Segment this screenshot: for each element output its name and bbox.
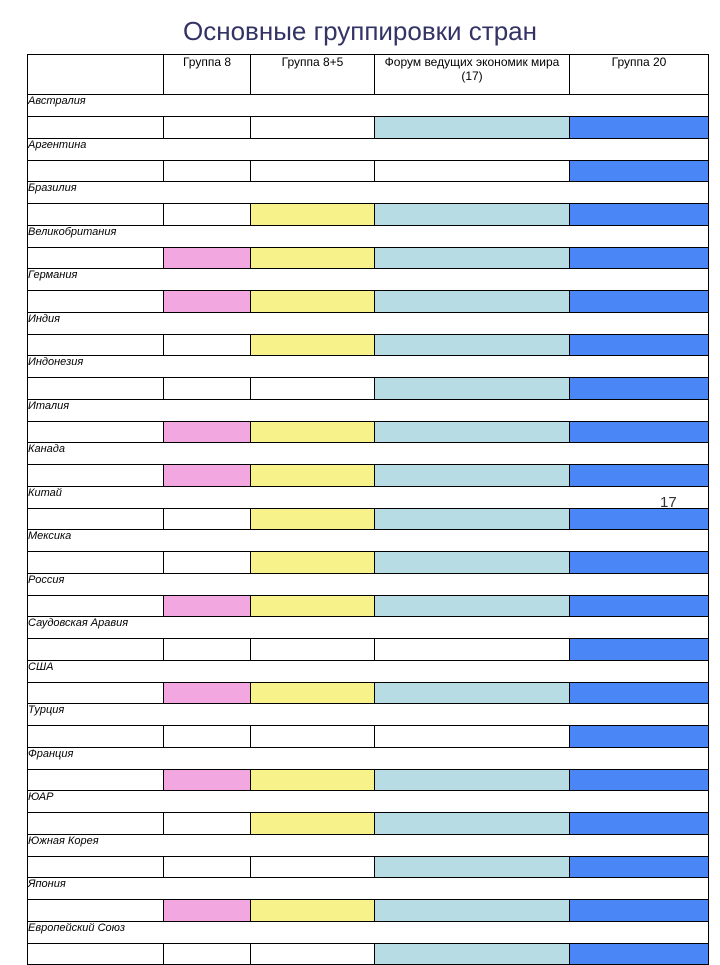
row-spacer-cell (28, 117, 164, 139)
row-spacer-cell (28, 595, 164, 617)
membership-cell-g8 (164, 204, 251, 226)
country-name: Индонезия (28, 356, 709, 378)
row-spacer-cell (28, 465, 164, 487)
table-header-row (28, 55, 709, 95)
row-spacer-cell (28, 726, 164, 748)
country-name: ЮАР (28, 791, 709, 813)
row-spacer-cell (28, 943, 164, 965)
membership-cell-forum17 (375, 334, 570, 356)
country-name: Китай (28, 486, 709, 508)
membership-row (28, 421, 709, 443)
membership-cell-forum17 (375, 813, 570, 835)
table-row (28, 834, 709, 856)
membership-row (28, 160, 709, 182)
table-row (28, 617, 709, 639)
membership-cell-g8 (164, 943, 251, 965)
table-row (28, 660, 709, 682)
page-number: 17 (660, 494, 677, 511)
country-name: Европейский Союз (28, 921, 709, 943)
membership-cell-g20 (570, 900, 709, 922)
membership-cell-forum17 (375, 421, 570, 443)
header-forum17: Форум ведущих экономик мира (17) (375, 55, 570, 95)
membership-cell-g8plus5 (251, 769, 375, 791)
table-row (28, 573, 709, 595)
row-spacer-cell (28, 813, 164, 835)
membership-cell-forum17 (375, 900, 570, 922)
row-spacer-cell (28, 769, 164, 791)
table-row (28, 269, 709, 291)
country-name: Индия (28, 312, 709, 334)
membership-cell-g8 (164, 726, 251, 748)
country-name: США (28, 660, 709, 682)
membership-row (28, 726, 709, 748)
membership-cell-g8 (164, 856, 251, 878)
country-name: Германия (28, 269, 709, 291)
membership-cell-g8 (164, 160, 251, 182)
membership-cell-g20 (570, 813, 709, 835)
country-name: Канада (28, 443, 709, 465)
table-row (28, 530, 709, 552)
membership-cell-g20 (570, 552, 709, 574)
table-row (28, 182, 709, 204)
membership-cell-forum17 (375, 247, 570, 269)
membership-cell-g8plus5 (251, 813, 375, 835)
country-groupings-table (27, 54, 709, 965)
membership-row (28, 378, 709, 400)
page-title: Основные группировки стран (183, 16, 537, 46)
country-name: Россия (28, 573, 709, 595)
membership-cell-g20 (570, 726, 709, 748)
header-g8: Группа 8 (164, 55, 251, 95)
membership-cell-g20 (570, 247, 709, 269)
row-spacer-cell (28, 247, 164, 269)
country-name: Мексика (28, 530, 709, 552)
row-spacer-cell (28, 378, 164, 400)
membership-cell-forum17 (375, 769, 570, 791)
membership-row (28, 334, 709, 356)
membership-cell-g8 (164, 900, 251, 922)
country-name: Великобритания (28, 225, 709, 247)
membership-cell-g8plus5 (251, 378, 375, 400)
membership-cell-g20 (570, 508, 709, 530)
header-blank (28, 55, 164, 95)
membership-row (28, 682, 709, 704)
membership-row (28, 117, 709, 139)
row-spacer-cell (28, 160, 164, 182)
row-spacer-cell (28, 639, 164, 661)
table-row (28, 747, 709, 769)
membership-cell-g8plus5 (251, 334, 375, 356)
table-body (28, 95, 709, 965)
membership-cell-g8plus5 (251, 900, 375, 922)
membership-cell-g8 (164, 421, 251, 443)
membership-cell-g8 (164, 769, 251, 791)
row-spacer-cell (28, 204, 164, 226)
membership-cell-g8plus5 (251, 291, 375, 313)
table-row (28, 878, 709, 900)
membership-cell-g20 (570, 465, 709, 487)
membership-cell-forum17 (375, 552, 570, 574)
membership-cell-g8plus5 (251, 204, 375, 226)
table-row (28, 399, 709, 421)
membership-cell-g20 (570, 421, 709, 443)
table-row (28, 704, 709, 726)
country-name: Аргентина (28, 138, 709, 160)
membership-row (28, 204, 709, 226)
membership-cell-forum17 (375, 117, 570, 139)
membership-cell-forum17 (375, 291, 570, 313)
membership-cell-g20 (570, 639, 709, 661)
row-spacer-cell (28, 334, 164, 356)
membership-row (28, 552, 709, 574)
row-spacer-cell (28, 421, 164, 443)
membership-row (28, 856, 709, 878)
membership-cell-g20 (570, 334, 709, 356)
membership-row (28, 900, 709, 922)
table-row (28, 312, 709, 334)
membership-row (28, 595, 709, 617)
membership-cell-g8plus5 (251, 639, 375, 661)
table-row (28, 921, 709, 943)
membership-cell-g8 (164, 639, 251, 661)
membership-row (28, 943, 709, 965)
table-row (28, 138, 709, 160)
membership-cell-forum17 (375, 465, 570, 487)
membership-cell-forum17 (375, 726, 570, 748)
country-name: Япония (28, 878, 709, 900)
membership-cell-g20 (570, 682, 709, 704)
row-spacer-cell (28, 291, 164, 313)
membership-row (28, 465, 709, 487)
membership-cell-g20 (570, 378, 709, 400)
membership-row (28, 508, 709, 530)
membership-cell-g8plus5 (251, 421, 375, 443)
membership-cell-forum17 (375, 639, 570, 661)
membership-cell-forum17 (375, 856, 570, 878)
table-row (28, 443, 709, 465)
membership-cell-g20 (570, 204, 709, 226)
membership-cell-g8plus5 (251, 943, 375, 965)
membership-row (28, 639, 709, 661)
country-name: Турция (28, 704, 709, 726)
membership-cell-g8plus5 (251, 595, 375, 617)
membership-cell-g8 (164, 552, 251, 574)
country-name: Бразилия (28, 182, 709, 204)
table-row (28, 225, 709, 247)
membership-cell-g8 (164, 378, 251, 400)
membership-cell-g8plus5 (251, 856, 375, 878)
membership-cell-g8 (164, 334, 251, 356)
membership-cell-forum17 (375, 595, 570, 617)
membership-cell-g8plus5 (251, 726, 375, 748)
header-g8plus5: Группа 8+5 (251, 55, 375, 95)
membership-cell-g20 (570, 595, 709, 617)
membership-cell-g8plus5 (251, 682, 375, 704)
membership-cell-g8 (164, 291, 251, 313)
membership-cell-forum17 (375, 508, 570, 530)
membership-cell-g8 (164, 595, 251, 617)
header-g20: Группа 20 (570, 55, 709, 95)
membership-row (28, 247, 709, 269)
membership-row (28, 813, 709, 835)
membership-cell-g20 (570, 117, 709, 139)
country-name: Саудовская Аравия (28, 617, 709, 639)
membership-cell-g20 (570, 856, 709, 878)
membership-cell-g8plus5 (251, 117, 375, 139)
membership-cell-g20 (570, 943, 709, 965)
row-spacer-cell (28, 682, 164, 704)
membership-cell-forum17 (375, 160, 570, 182)
membership-cell-g8 (164, 465, 251, 487)
membership-row (28, 769, 709, 791)
membership-cell-forum17 (375, 943, 570, 965)
table-row (28, 791, 709, 813)
membership-cell-forum17 (375, 378, 570, 400)
membership-cell-g8 (164, 508, 251, 530)
membership-cell-g8 (164, 117, 251, 139)
country-name: Франция (28, 747, 709, 769)
country-name: Австралия (28, 95, 709, 117)
row-spacer-cell (28, 552, 164, 574)
row-spacer-cell (28, 856, 164, 878)
membership-cell-g8 (164, 682, 251, 704)
membership-cell-forum17 (375, 204, 570, 226)
row-spacer-cell (28, 900, 164, 922)
membership-cell-forum17 (375, 682, 570, 704)
table-row (28, 95, 709, 117)
table-row (28, 486, 709, 508)
membership-cell-g8plus5 (251, 160, 375, 182)
membership-cell-g20 (570, 769, 709, 791)
membership-cell-g8 (164, 247, 251, 269)
membership-cell-g8plus5 (251, 508, 375, 530)
table-row (28, 356, 709, 378)
row-spacer-cell (28, 508, 164, 530)
membership-row (28, 291, 709, 313)
membership-cell-g8plus5 (251, 247, 375, 269)
membership-cell-g20 (570, 291, 709, 313)
country-name: Южная Корея (28, 834, 709, 856)
membership-cell-g8plus5 (251, 465, 375, 487)
membership-cell-g8 (164, 813, 251, 835)
country-name: Италия (28, 399, 709, 421)
membership-cell-g8plus5 (251, 552, 375, 574)
membership-cell-g20 (570, 160, 709, 182)
